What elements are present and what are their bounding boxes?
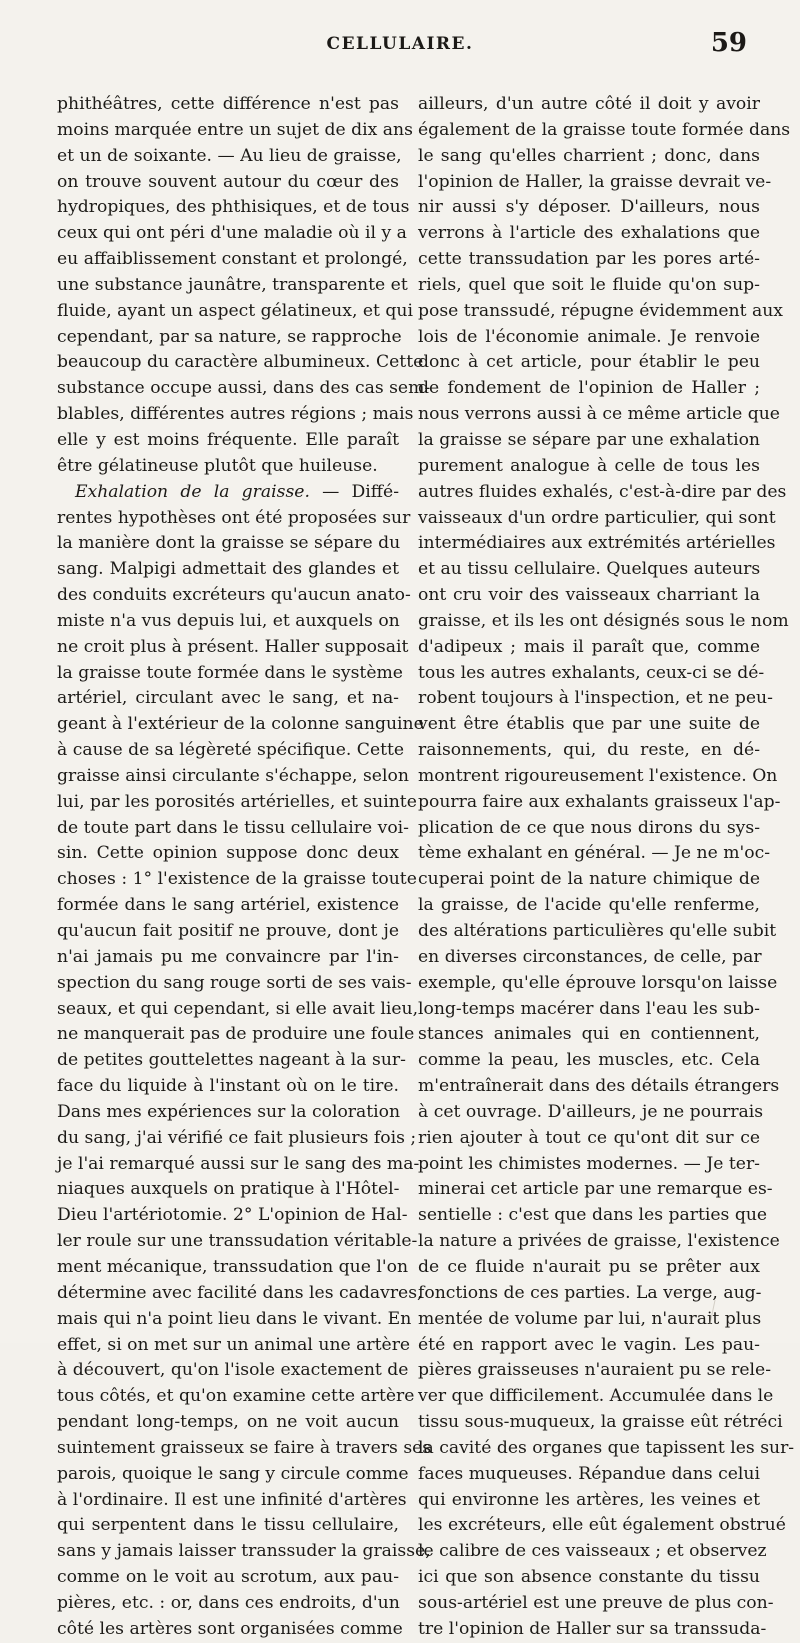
text-line: blables, différentes autres régions ; mais	[57, 404, 414, 425]
text-line: substance occupe aussi, dans des cas sem-	[57, 378, 431, 399]
text-line: de petites gouttelettes nageant à la sur-	[57, 1050, 406, 1071]
text-line: sans y jamais laisser transsuder la graisse,	[57, 1541, 431, 1562]
text-line: Dieu l'artériotomie. 2° L'opinion de Hal-	[57, 1205, 408, 1226]
text-line: long-temps macérer dans l'eau les sub-	[418, 998, 760, 1019]
text-line: sentielle : c'est que dans les parties que	[418, 1205, 768, 1226]
text-line: spection du sang rouge sorti de ses vais-	[57, 972, 412, 993]
text-line: geant à l'extérieur de la colonne sanguine	[57, 714, 424, 735]
text-line: la nature a privées de graisse, l'existence	[418, 1231, 780, 1252]
text-line: sous-artériel est une preuve de plus con-	[418, 1592, 774, 1613]
text-line: à cet ouvrage. D'ailleurs, je ne pourrais	[418, 1101, 764, 1122]
text-line: ler roule sur une transsudation véritable-	[57, 1231, 418, 1252]
text-line: minerai cet article par une remarque es-	[418, 1179, 773, 1200]
text-line: faces muqueuses. Répandue dans celui	[418, 1463, 760, 1484]
text-line: l'opinion de Haller, la graisse devrait ve-	[418, 171, 772, 192]
text-line: lois de l'économie animale. Je renvoie	[418, 326, 760, 347]
text-line: graisse ainsi circulante s'échappe, selon	[57, 765, 409, 786]
text-line: donc à cet article, pour établir le peu	[418, 352, 760, 373]
text-line: rien ajouter à tout ce qu'ont dit sur ce	[418, 1127, 760, 1148]
text-line: des conduits excréteurs qu'aucun anato-	[57, 585, 411, 606]
text-line: m'entraînerait dans des détails étrangers	[418, 1076, 780, 1097]
text-line: pendant long-temps, on ne voit aucun	[57, 1412, 399, 1433]
text-line: nous verrons aussi à ce même article que	[418, 404, 780, 425]
text-line: choses : 1° l'existence de la graisse toute	[57, 869, 417, 890]
section-heading: Exhalation de la graisse.	[75, 481, 310, 502]
text-line: cuperai point de la nature chimique de	[418, 869, 760, 890]
section-heading-rest: — Diffé-	[309, 481, 399, 502]
text-line: les excréteurs, elle eût également obstrué	[418, 1515, 786, 1536]
text-line: la graisse se sépare par une exhalation	[418, 429, 760, 450]
text-line: comme la peau, les muscles, etc. Cela	[418, 1050, 760, 1071]
text-line: qui serpentent dans le tissu cellulaire,	[57, 1515, 399, 1536]
text-line: et au tissu cellulaire. Quelques auteurs	[418, 559, 761, 580]
text-line: ver que difficilement. Accumulée dans le	[418, 1386, 774, 1407]
text-line: rentes hypothèses ont été proposées sur	[57, 507, 411, 528]
text-line: pières graisseuses n'auraient pu se rele-	[418, 1360, 771, 1381]
left-column	[57, 92, 432, 1643]
text-line: détermine avec facilité dans les cadavres,	[57, 1282, 423, 1303]
right-column	[418, 92, 795, 1643]
text-line: tème exhalant en général. — Je ne m'oc-	[418, 843, 771, 864]
text-line: artériel, circulant avec le sang, et na-	[57, 688, 399, 709]
section-heading-line	[57, 480, 399, 506]
text-line: verrons à l'article des exhalations que	[418, 223, 760, 244]
text-line: robent toujours à l'inspection, et ne peu-	[418, 688, 773, 709]
text-line: moins marquée entre un sujet de dix ans	[57, 119, 413, 140]
text-line: la graisse toute formée dans le système	[57, 662, 403, 683]
text-line: suintement graisseux se faire à travers ses	[57, 1437, 432, 1458]
text-line: effet, si on met sur un animal une artère	[57, 1334, 411, 1355]
text-line: de toute part dans le tissu cellulaire voi-	[57, 817, 409, 838]
text-line: également de la graisse toute formée dans	[418, 119, 791, 140]
text-line: riels, quel que soit le fluide qu'on sup-	[418, 274, 760, 295]
text-line: autres fluides exhalés, c'est-à-dire par des	[418, 481, 787, 502]
text-line: purement analogue à celle de tous les	[418, 455, 760, 476]
text-line: en diverses circonstances, de celle, par	[418, 946, 762, 967]
text-line: tous côtés, et qu'on examine cette artère	[57, 1386, 415, 1407]
text-line: niaques auxquels on pratique à l'Hôtel-	[57, 1179, 400, 1200]
text-line: le sang qu'elles charrient ; donc, dans	[418, 145, 760, 166]
text-line: sang. Malpigi admettait des glandes et	[57, 559, 399, 580]
text-line: cette transsudation par les pores arté-	[418, 249, 760, 270]
text-line: et un de soixante. — Au lieu de graisse,	[57, 145, 402, 166]
running-head	[0, 28, 800, 60]
text-line: parois, quoique le sang y circule comme	[57, 1463, 409, 1484]
text-line: à cause de sa légèreté spécifique. Cette	[57, 740, 405, 761]
text-line: une substance jaunâtre, transparente et	[57, 274, 408, 295]
text-line: ne manquerait pas de produire une foule	[57, 1024, 415, 1045]
text-line: d'adipeux ; mais il paraît que, comme	[418, 636, 760, 657]
text-line: je l'ai remarqué aussi sur le sang des ma-	[57, 1153, 420, 1174]
text-line: tous les autres exhalants, ceux-ci se dé-	[418, 662, 765, 683]
text-line: ne croit plus à présent. Haller supposait	[57, 636, 409, 657]
text-line: exemple, qu'elle éprouve lorsqu'on laisse	[418, 972, 778, 993]
text-line: n'ai jamais pu me convaincre par l'in-	[57, 946, 399, 967]
text-line: raisonnements, qui, du reste, en dé-	[418, 740, 760, 761]
text-line: pose transsudé, répugne évidemment aux	[418, 300, 783, 321]
text-line: ailleurs, d'un autre côté il doit y avoir	[418, 94, 760, 114]
text-line: montrent rigoureusement l'existence. On	[418, 765, 778, 786]
text-line: beaucoup du caractère albumineux. Cette	[57, 352, 424, 373]
text-line: cependant, par sa nature, se rapproche	[57, 326, 402, 347]
text-line: la cavité des organes que tapissent les sur-	[418, 1437, 795, 1458]
text-line: mentée de volume par lui, n'aurait plus	[418, 1308, 762, 1329]
text-line: été en rapport avec le vagin. Les pau-	[418, 1334, 760, 1355]
text-line: pières, etc. : or, dans ces endroits, d'un	[57, 1592, 400, 1613]
text-line: tissu sous-muqueux, la graisse eût rétréci	[418, 1412, 783, 1433]
text-line: seaux, et qui cependant, si elle avait lieu,	[57, 998, 419, 1019]
text-line: sin. Cette opinion suppose donc deux	[57, 843, 399, 864]
page-number: 59	[710, 28, 747, 58]
text-line: qu'aucun fait positif ne prouve, dont je	[57, 921, 399, 941]
text-line: fluide, ayant un aspect gélatineux, et qui	[57, 300, 413, 321]
text-line: vaisseaux d'un ordre particulier, qui sont	[418, 507, 776, 528]
text-line: miste n'a vus depuis lui, et auxquels on	[57, 610, 400, 631]
text-line: qui environne les artères, les veines et	[418, 1489, 760, 1510]
text-line: tre l'opinion de Haller sur sa transsuda-	[418, 1618, 767, 1639]
text-line: fonctions de ces parties. La verge, aug-	[418, 1282, 762, 1303]
text-line: phithéâtres, cette différence n'est pas	[57, 94, 399, 114]
text-line: ment mécanique, transsudation que l'on	[57, 1256, 409, 1277]
text-line: la manière dont la graisse se sépare du	[57, 533, 401, 554]
text-line: graisse, et ils les ont désignés sous le nom	[418, 610, 789, 631]
text-line: la graisse, de l'acide qu'elle renferme,	[418, 895, 760, 916]
text-line: des altérations particulières qu'elle subit	[418, 921, 777, 941]
text-line: côté les artères sont organisées comme	[57, 1618, 403, 1639]
text-line: être gélatineuse plutôt que huileuse.	[57, 455, 378, 476]
text-line: comme on le voit au scrotum, aux pau-	[57, 1567, 399, 1588]
text-line: formée dans le sang artériel, existence	[57, 895, 399, 916]
text-line: le calibre de ces vaisseaux ; et observez	[418, 1541, 767, 1562]
text-line: hydropiques, des phthisiques, et de tous	[57, 197, 410, 218]
text-line: de fondement de l'opinion de Haller ;	[418, 378, 760, 399]
running-title: CELLULAIRE.	[326, 34, 474, 54]
text-line: point les chimistes modernes. — Je ter-	[418, 1153, 760, 1174]
text-line: mais qui n'a point lieu dans le vivant. En	[57, 1308, 412, 1329]
text-line: elle y est moins fréquente. Elle paraît	[57, 429, 399, 450]
text-line: à découvert, qu'on l'isole exactement de	[57, 1360, 409, 1381]
text-line: ceux qui ont péri d'une maladie où il y a	[57, 223, 407, 244]
text-line: lui, par les porosités artérielles, et suinte	[57, 791, 417, 812]
text-line: pourra faire aux exhalants graisseux l'ap-	[418, 791, 781, 812]
text-line: ont cru voir des vaisseaux charriant la	[418, 585, 760, 606]
text-line: on trouve souvent autour du cœur des	[57, 171, 399, 192]
text-line: nir aussi s'y déposer. D'ailleurs, nous	[418, 197, 760, 218]
text-line: vent être établis que par une suite de	[418, 714, 760, 735]
text-line: intermédiaires aux extrémités artérielles	[418, 533, 776, 554]
text-line: plication de ce que nous dirons du sys-	[418, 817, 760, 838]
text-line: de ce fluide n'aurait pu se prêter aux	[418, 1256, 760, 1277]
text-line: ici que son absence constante du tissu	[418, 1567, 760, 1588]
text-line: Dans mes expériences sur la coloration	[57, 1101, 401, 1122]
text-line: eu affaiblissement constant et prolongé,	[57, 249, 408, 270]
text-line: du sang, j'ai vérifié ce fait plusieurs fois ;	[57, 1127, 417, 1148]
text-line: stances animales qui en contiennent,	[418, 1024, 760, 1045]
text-line: face du liquide à l'instant où on le tire.	[57, 1076, 399, 1097]
text-line: à l'ordinaire. Il est une infinité d'artères	[57, 1489, 407, 1510]
